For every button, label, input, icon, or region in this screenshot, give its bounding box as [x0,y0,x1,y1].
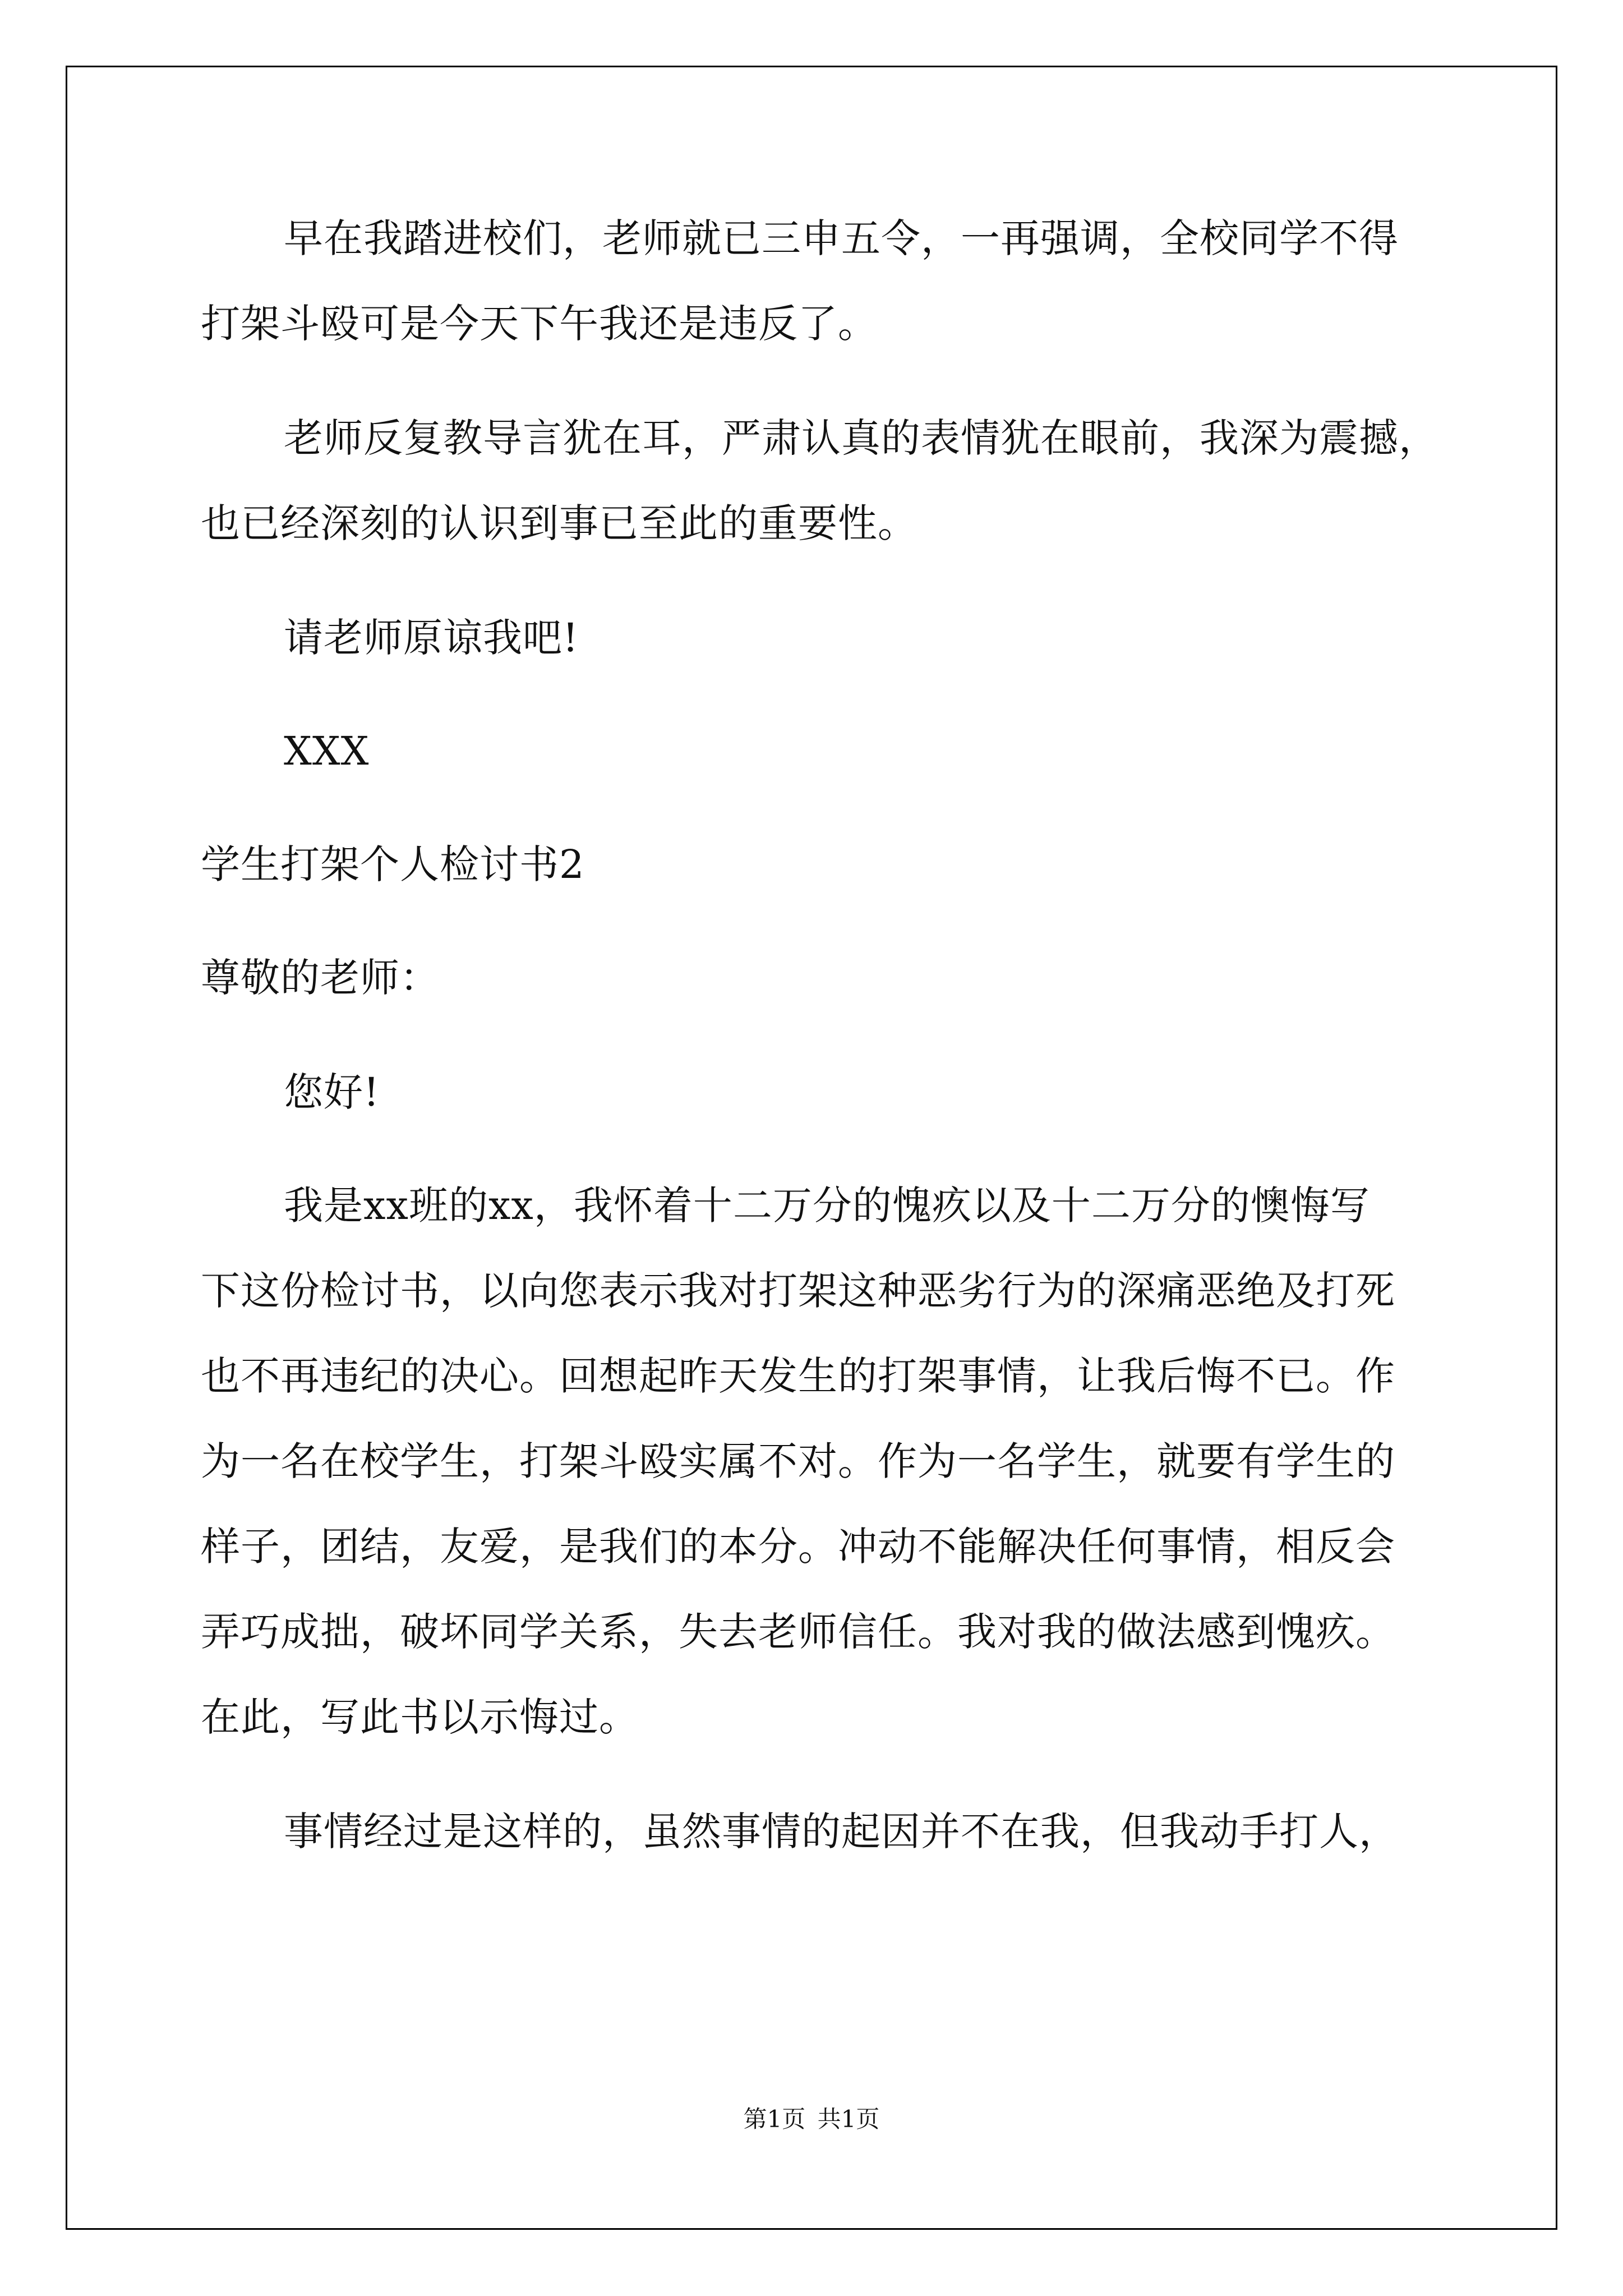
paragraph-2-line-2: 也已经深刻的认识到事已至此的重要性。 [201,500,917,546]
salutation: 尊敬的老师： [201,955,440,1001]
paragraph-8-line-4: 为一名在校学生，打架斗殴实属不对。作为一名学生，就要有学生的 [201,1438,1395,1484]
paragraph-8-line-6: 弄巧成拙，破坏同学关系，失去老师信任。我对我的做法感到愧疚。 [201,1609,1395,1655]
paragraph-2-line-1: 老师反复教导言犹在耳，严肃认真的表情犹在眼前，我深为震撼， [284,415,1438,461]
paragraph-9-line-1: 事情经过是这样的，虽然事情的起因并不在我，但我动手打人， [284,1809,1399,1855]
greeting: 您好! [284,1069,380,1115]
paragraph-8-line-2: 下这份检讨书，以向您表示我对打架这种恶劣行为的深痛恶绝及打死 [201,1268,1395,1314]
page-footer [0,2105,1623,2134]
page-border [66,66,1557,2230]
paragraph-8-line-3: 也不再违纪的决心。回想起昨天发生的打架事情，让我后悔不已。作 [201,1353,1395,1399]
paragraph-1-line-2: 打架斗殴可是今天下午我还是违反了。 [201,301,878,347]
paragraph-8-line-7: 在此，写此书以示悔过。 [201,1694,639,1740]
page-number: 第1页 [743,2105,806,2133]
section-title: 学生打架个人检讨书2 [201,841,585,887]
paragraph-1-line-1: 早在我踏进校们，老师就已三申五令，一再强调，全校同学不得 [284,215,1399,261]
signature-placeholder: XXX [284,728,370,774]
paragraph-8-line-1: 我是xx班的xx，我怀着十二万分的愧疚以及十二万分的懊悔写 [284,1182,1370,1228]
page-total: 共1页 [817,2105,880,2133]
closing-request: 请老师原谅我吧! [284,615,579,661]
paragraph-8-line-5: 样子，团结，友爱，是我们的本分。冲动不能解决任何事情，相反会 [201,1524,1395,1570]
